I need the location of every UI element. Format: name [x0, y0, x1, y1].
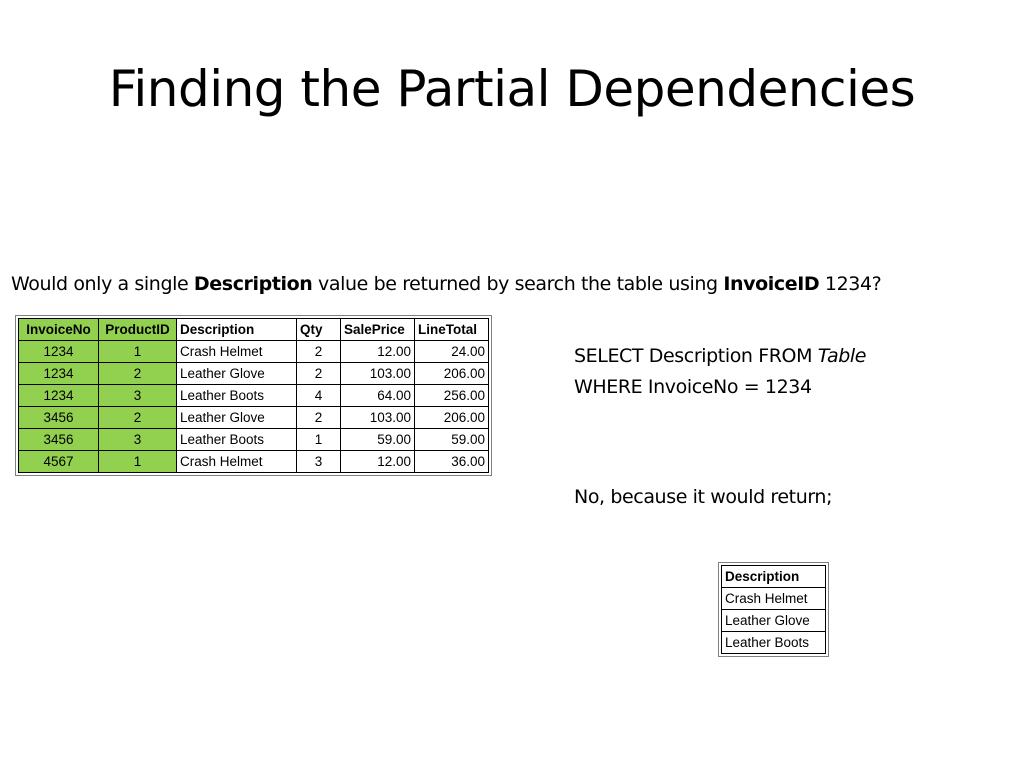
- cell-productid: 2: [99, 407, 177, 429]
- header-linetotal: LineTotal: [415, 319, 489, 341]
- question-part-2: value be returned by search the table using: [312, 273, 724, 295]
- header-description: Description: [177, 319, 297, 341]
- table-row: [722, 610, 826, 632]
- cell-productid: 3: [99, 429, 177, 451]
- cell-invoiceno: 1234: [19, 385, 99, 407]
- cell-saleprice: 59.00: [341, 429, 415, 451]
- cell-qty: 3: [297, 451, 341, 473]
- result-cell-description: Leather Glove: [722, 610, 826, 632]
- cell-invoiceno: 3456: [19, 407, 99, 429]
- cell-saleprice: 64.00: [341, 385, 415, 407]
- cell-saleprice: 12.00: [341, 341, 415, 363]
- cell-qty: 4: [297, 385, 341, 407]
- cell-invoiceno: 3456: [19, 429, 99, 451]
- sql-line-2: WHERE InvoiceNo = 1234: [574, 376, 812, 398]
- answer-text: No, because it would return;: [574, 486, 833, 508]
- sql-line-1: [574, 341, 866, 372]
- sql-table-placeholder: Table: [817, 345, 867, 367]
- result-table: [721, 565, 826, 654]
- cell-description: Leather Glove: [177, 407, 297, 429]
- cell-qty: 2: [297, 363, 341, 385]
- result-cell-description: Crash Helmet: [722, 588, 826, 610]
- cell-qty: 2: [297, 341, 341, 363]
- table-row: [19, 385, 489, 407]
- table-row: [19, 341, 489, 363]
- table-row: [722, 588, 826, 610]
- cell-description: Leather Boots: [177, 385, 297, 407]
- cell-saleprice: 103.00: [341, 407, 415, 429]
- result-header-description: Description: [722, 566, 826, 588]
- invoice-table-header-row: [19, 319, 489, 341]
- cell-description: Crash Helmet: [177, 341, 297, 363]
- table-row: [19, 407, 489, 429]
- cell-linetotal: 59.00: [415, 429, 489, 451]
- result-cell-description: Leather Boots: [722, 632, 826, 654]
- cell-invoiceno: 1234: [19, 363, 99, 385]
- invoice-table-frame: [15, 315, 492, 476]
- cell-saleprice: 12.00: [341, 451, 415, 473]
- cell-productid: 3: [99, 385, 177, 407]
- cell-linetotal: 256.00: [415, 385, 489, 407]
- result-table-header-row: [722, 566, 826, 588]
- cell-saleprice: 103.00: [341, 363, 415, 385]
- table-row: [19, 363, 489, 385]
- cell-invoiceno: 1234: [19, 341, 99, 363]
- question-text: [11, 273, 881, 295]
- cell-linetotal: 206.00: [415, 363, 489, 385]
- result-table-frame: [718, 562, 829, 657]
- question-part-1: Would only a single: [11, 273, 194, 295]
- cell-linetotal: 36.00: [415, 451, 489, 473]
- invoice-table: [18, 318, 489, 473]
- question-bold-invoiceid: InvoiceID: [723, 273, 820, 295]
- table-row: [722, 632, 826, 654]
- cell-description: Crash Helmet: [177, 451, 297, 473]
- cell-qty: 1: [297, 429, 341, 451]
- header-invoiceno: InvoiceNo: [19, 319, 99, 341]
- sql-query: [574, 341, 866, 403]
- table-row: [19, 451, 489, 473]
- question-bold-description: Description: [193, 273, 313, 295]
- cell-productid: 1: [99, 451, 177, 473]
- table-row: [19, 429, 489, 451]
- header-qty: Qty: [297, 319, 341, 341]
- slide-title: Finding the Partial Dependencies: [108, 60, 916, 118]
- cell-linetotal: 206.00: [415, 407, 489, 429]
- cell-qty: 2: [297, 407, 341, 429]
- question-part-3: 1234?: [819, 273, 882, 295]
- cell-productid: 2: [99, 363, 177, 385]
- sql-select-clause: SELECT Description FROM: [574, 345, 818, 367]
- cell-invoiceno: 4567: [19, 451, 99, 473]
- cell-description: Leather Boots: [177, 429, 297, 451]
- cell-linetotal: 24.00: [415, 341, 489, 363]
- cell-productid: 1: [99, 341, 177, 363]
- header-productid: ProductID: [99, 319, 177, 341]
- cell-description: Leather Glove: [177, 363, 297, 385]
- header-saleprice: SalePrice: [341, 319, 415, 341]
